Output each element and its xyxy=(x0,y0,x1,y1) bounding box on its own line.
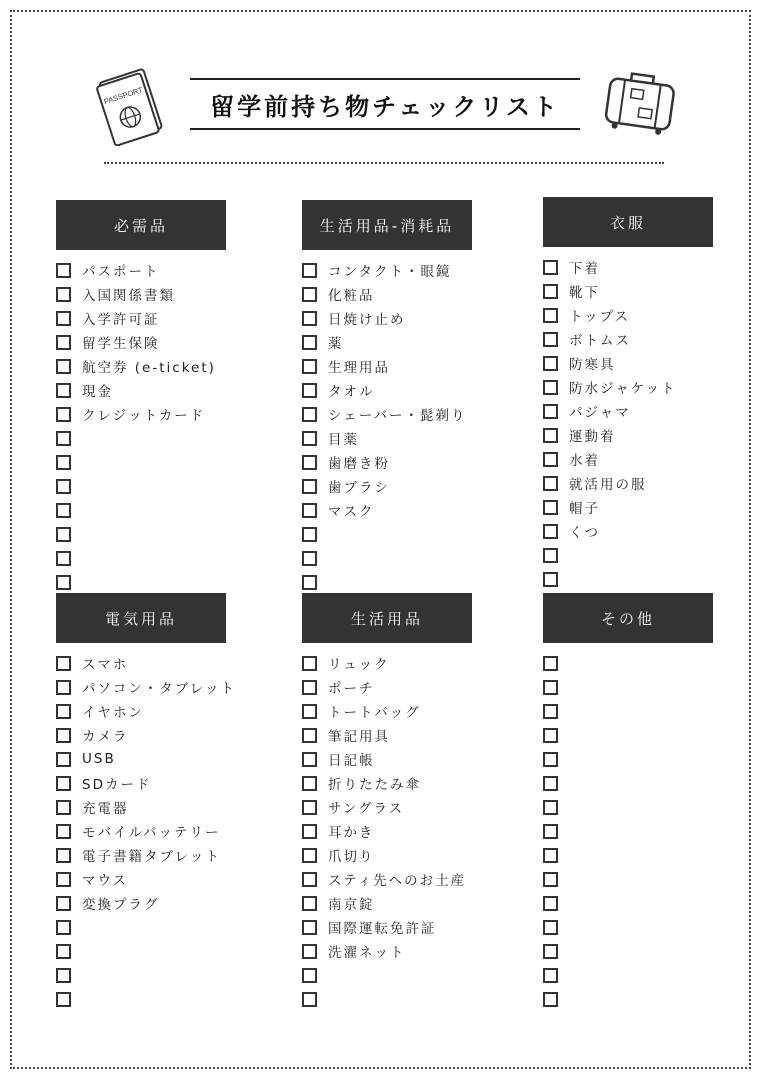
checkbox[interactable] xyxy=(543,380,558,395)
category-electronics xyxy=(56,593,237,1011)
item-label: 靴下 xyxy=(569,285,600,301)
checkbox[interactable] xyxy=(56,872,71,887)
checkbox[interactable] xyxy=(302,944,317,959)
checkbox[interactable] xyxy=(56,359,71,374)
item-label: 南京錠 xyxy=(328,897,375,913)
item-label: USB xyxy=(82,751,116,767)
checklist-item[interactable] xyxy=(302,450,472,474)
item-label: 充電器 xyxy=(82,801,129,817)
checklist-item[interactable] xyxy=(543,963,713,987)
checklist-item[interactable] xyxy=(543,423,713,447)
item-label: タオル xyxy=(328,384,375,400)
checkbox[interactable] xyxy=(56,407,71,422)
title-banner xyxy=(190,78,580,130)
checkbox[interactable] xyxy=(543,428,558,443)
checklist-item[interactable] xyxy=(302,354,472,378)
checklist-item[interactable] xyxy=(302,258,472,282)
checklist-item[interactable] xyxy=(302,306,472,330)
checkbox[interactable] xyxy=(56,752,71,767)
item-label: マウス xyxy=(82,873,129,889)
checkbox[interactable] xyxy=(56,503,71,518)
checklist-item[interactable] xyxy=(302,570,472,594)
checkbox[interactable] xyxy=(56,824,71,839)
item-label: 歯磨き粉 xyxy=(328,456,390,472)
checkbox[interactable] xyxy=(543,656,558,671)
category-clothing xyxy=(543,197,713,591)
checkbox[interactable] xyxy=(302,551,317,566)
checklist-item[interactable] xyxy=(56,699,226,723)
checkbox[interactable] xyxy=(56,527,71,542)
item-label: くつ xyxy=(569,525,600,541)
checkbox[interactable] xyxy=(56,848,71,863)
checklist-item[interactable] xyxy=(543,327,713,351)
checklist-item[interactable] xyxy=(56,570,226,594)
checkbox[interactable] xyxy=(543,332,558,347)
checklist-item[interactable] xyxy=(302,498,472,522)
checklist xyxy=(543,255,713,591)
checkbox[interactable] xyxy=(56,431,71,446)
item-label: 洗濯ネット xyxy=(328,945,406,961)
checkbox[interactable] xyxy=(302,824,317,839)
checklist-item[interactable] xyxy=(543,771,713,795)
checklist-item[interactable] xyxy=(543,891,713,915)
checklist-item[interactable] xyxy=(543,495,713,519)
checkbox[interactable] xyxy=(302,359,317,374)
checkbox[interactable] xyxy=(56,479,71,494)
checklist-item[interactable] xyxy=(302,747,472,771)
checkbox[interactable] xyxy=(543,968,558,983)
checklist xyxy=(543,651,713,1011)
checklist-item[interactable] xyxy=(56,987,226,1011)
checkbox[interactable] xyxy=(56,311,71,326)
checkbox[interactable] xyxy=(543,704,558,719)
checklist-item[interactable] xyxy=(543,675,713,699)
title-divider xyxy=(104,162,664,164)
item-label: パスポート xyxy=(82,264,160,280)
checklist xyxy=(302,258,472,594)
checklist-item[interactable] xyxy=(56,402,226,426)
checklist-item[interactable] xyxy=(56,651,226,675)
checkbox[interactable] xyxy=(543,404,558,419)
checklist-item[interactable] xyxy=(56,795,226,819)
checkbox[interactable] xyxy=(302,728,317,743)
checklist-item[interactable] xyxy=(302,963,472,987)
checkbox[interactable] xyxy=(56,896,71,911)
checklist-item[interactable] xyxy=(56,282,226,306)
checkbox[interactable] xyxy=(543,308,558,323)
checklist-item[interactable] xyxy=(56,378,226,402)
checklist-item[interactable] xyxy=(543,303,713,327)
checkbox[interactable] xyxy=(543,848,558,863)
checkbox[interactable] xyxy=(56,800,71,815)
item-label: モバイルバッテリー xyxy=(82,825,221,841)
checklist-item[interactable] xyxy=(56,747,226,771)
checklist xyxy=(302,651,472,1011)
checkbox[interactable] xyxy=(302,920,317,935)
checkbox[interactable] xyxy=(302,968,317,983)
checkbox[interactable] xyxy=(302,407,317,422)
item-label: サングラス xyxy=(328,801,405,817)
category-header: その他 xyxy=(543,593,713,643)
checkbox[interactable] xyxy=(302,383,317,398)
category-header: 生活用品 xyxy=(302,593,472,643)
checklist-item[interactable] xyxy=(302,474,472,498)
checklist-item[interactable] xyxy=(56,258,226,282)
item-label: マスク xyxy=(328,504,375,520)
checklist-item[interactable] xyxy=(56,843,226,867)
checklist-item[interactable] xyxy=(543,447,713,471)
checkbox[interactable] xyxy=(302,431,317,446)
checklist-item[interactable] xyxy=(56,867,226,891)
item-label: 国際運転免許証 xyxy=(328,921,437,937)
checkbox[interactable] xyxy=(56,992,71,1007)
checklist-item[interactable] xyxy=(302,546,472,570)
item-label: 防寒具 xyxy=(569,357,616,373)
category-other xyxy=(543,593,713,1011)
checklist-item[interactable] xyxy=(302,699,472,723)
item-label: シェーバー・髭剃り xyxy=(328,408,467,424)
checkbox[interactable] xyxy=(302,752,317,767)
category-daily-consumables xyxy=(302,200,472,594)
item-label: 現金 xyxy=(82,384,113,400)
checkbox[interactable] xyxy=(543,284,558,299)
item-label: スティ先へのお土産 xyxy=(328,873,467,889)
checkbox[interactable] xyxy=(543,944,558,959)
checkbox[interactable] xyxy=(302,656,317,671)
item-label: 目薬 xyxy=(328,432,359,448)
category-header: 電気用品 xyxy=(56,593,226,643)
checklist-item[interactable] xyxy=(56,546,226,570)
checklist-item[interactable] xyxy=(543,915,713,939)
item-label: 化粧品 xyxy=(328,288,375,304)
checkbox[interactable] xyxy=(302,263,317,278)
checklist-item[interactable] xyxy=(302,843,472,867)
item-label: 電子書籍タブレット xyxy=(82,849,221,865)
checklist-item[interactable] xyxy=(543,567,713,591)
checklist-item[interactable] xyxy=(302,282,472,306)
checklist-item[interactable] xyxy=(302,402,472,426)
checkbox[interactable] xyxy=(543,728,558,743)
checkbox[interactable] xyxy=(302,800,317,815)
item-label: カメラ xyxy=(82,729,129,745)
category-header: 衣服 xyxy=(543,197,713,247)
checklist-item[interactable] xyxy=(302,867,472,891)
checklist-item[interactable] xyxy=(56,354,226,378)
checklist xyxy=(56,651,237,1011)
checkbox[interactable] xyxy=(302,992,317,1007)
item-label: スマホ xyxy=(82,657,129,673)
item-label: 下着 xyxy=(569,261,600,277)
checkbox[interactable] xyxy=(543,896,558,911)
checkbox[interactable] xyxy=(302,575,317,590)
checklist-item[interactable] xyxy=(56,474,226,498)
item-label: イヤホン xyxy=(82,705,144,721)
checklist-item[interactable] xyxy=(302,675,472,699)
checklist-item[interactable] xyxy=(56,891,226,915)
checklist-item[interactable] xyxy=(543,471,713,495)
item-label: 入国関係書類 xyxy=(82,288,175,304)
item-label: 運動着 xyxy=(569,429,616,445)
checklist-item[interactable] xyxy=(543,651,713,675)
checklist-item[interactable] xyxy=(302,915,472,939)
item-label: 就活用の服 xyxy=(569,477,647,493)
checklist-item[interactable] xyxy=(543,399,713,423)
checklist-item[interactable] xyxy=(56,450,226,474)
checkbox[interactable] xyxy=(56,704,71,719)
suitcase-icon xyxy=(600,68,680,138)
checkbox[interactable] xyxy=(56,551,71,566)
item-label: トートバッグ xyxy=(328,705,421,721)
checkbox[interactable] xyxy=(302,503,317,518)
checkbox[interactable] xyxy=(543,476,558,491)
checklist-item[interactable] xyxy=(302,795,472,819)
checkbox[interactable] xyxy=(56,656,71,671)
checkbox[interactable] xyxy=(543,572,558,587)
item-label: 帽子 xyxy=(569,501,600,517)
item-label: ボトムス xyxy=(569,333,631,349)
checklist-item[interactable] xyxy=(56,939,226,963)
item-label: 航空券 (e-ticket) xyxy=(82,360,216,376)
category-essentials xyxy=(56,200,226,594)
item-label: 生理用品 xyxy=(328,360,390,376)
checkbox[interactable] xyxy=(543,872,558,887)
checkbox[interactable] xyxy=(302,896,317,911)
checklist-item[interactable] xyxy=(56,426,226,450)
checklist-item[interactable] xyxy=(56,819,226,843)
checkbox[interactable] xyxy=(543,824,558,839)
checklist-item[interactable] xyxy=(543,543,713,567)
item-label: 留学生保険 xyxy=(82,336,160,352)
checkbox[interactable] xyxy=(543,452,558,467)
item-label: クレジットカード xyxy=(82,408,206,424)
checklist-item[interactable] xyxy=(56,522,226,546)
checkbox[interactable] xyxy=(543,356,558,371)
checkbox[interactable] xyxy=(302,704,317,719)
checkbox[interactable] xyxy=(56,263,71,278)
checkbox[interactable] xyxy=(302,455,317,470)
checkbox[interactable] xyxy=(543,776,558,791)
item-label: ポーチ xyxy=(328,681,375,697)
checklist-item[interactable] xyxy=(543,795,713,819)
item-label: リュック xyxy=(328,657,390,673)
checkbox[interactable] xyxy=(56,728,71,743)
checkbox[interactable] xyxy=(302,287,317,302)
checklist-item[interactable] xyxy=(302,651,472,675)
checkbox[interactable] xyxy=(543,800,558,815)
checkbox[interactable] xyxy=(56,287,71,302)
checkbox[interactable] xyxy=(302,776,317,791)
checkbox[interactable] xyxy=(56,776,71,791)
checkbox[interactable] xyxy=(543,920,558,935)
checkbox[interactable] xyxy=(543,260,558,275)
checklist-item[interactable] xyxy=(302,819,472,843)
checklist-item[interactable] xyxy=(56,498,226,522)
item-label: SDカード xyxy=(82,777,152,793)
item-label: 折りたたみ傘 xyxy=(328,777,421,793)
checklist-item[interactable] xyxy=(56,723,226,747)
checkbox[interactable] xyxy=(302,848,317,863)
checklist-item[interactable] xyxy=(543,279,713,303)
item-label: 耳かき xyxy=(328,825,375,841)
checklist-item[interactable] xyxy=(302,378,472,402)
item-label: 入学許可証 xyxy=(82,312,160,328)
item-label: 歯ブラシ xyxy=(328,480,390,496)
checklist-item[interactable] xyxy=(543,255,713,279)
category-daily-goods xyxy=(302,593,472,1011)
checkbox[interactable] xyxy=(56,383,71,398)
checkbox[interactable] xyxy=(543,524,558,539)
checkbox[interactable] xyxy=(56,680,71,695)
item-label: 防水ジャケット xyxy=(569,381,677,397)
checklist-item[interactable] xyxy=(543,939,713,963)
checklist-item[interactable] xyxy=(56,771,226,795)
checklist-item[interactable] xyxy=(543,867,713,891)
checkbox[interactable] xyxy=(56,575,71,590)
item-label: 筆記用具 xyxy=(328,729,390,745)
checklist-item[interactable] xyxy=(302,891,472,915)
checklist-item[interactable] xyxy=(56,675,237,699)
checklist-item[interactable] xyxy=(543,843,713,867)
checkbox[interactable] xyxy=(56,335,71,350)
checkbox[interactable] xyxy=(56,944,71,959)
checkbox[interactable] xyxy=(302,335,317,350)
item-label: 爪切り xyxy=(328,849,375,865)
item-label: 水着 xyxy=(569,453,600,469)
item-label: 日記帳 xyxy=(328,753,375,769)
checklist-item[interactable] xyxy=(543,747,713,771)
checkbox[interactable] xyxy=(302,872,317,887)
checklist-item[interactable] xyxy=(543,351,713,375)
category-header: 生活用品-消耗品 xyxy=(302,200,472,250)
item-label: トップス xyxy=(569,309,631,325)
checkbox[interactable] xyxy=(543,548,558,563)
checklist-item[interactable] xyxy=(302,522,472,546)
checkbox[interactable] xyxy=(56,920,71,935)
checkbox[interactable] xyxy=(56,968,71,983)
checklist-item[interactable] xyxy=(302,723,472,747)
page-title: 留学前持ち物チェックリスト xyxy=(210,92,560,121)
checkbox[interactable] xyxy=(56,455,71,470)
item-label: パソコン・タブレット xyxy=(82,681,237,697)
checklist-item[interactable] xyxy=(543,819,713,843)
checklist-item[interactable] xyxy=(56,330,226,354)
passport-label: PASSPORT xyxy=(102,85,144,107)
checklist-item[interactable] xyxy=(543,519,713,543)
checkbox[interactable] xyxy=(543,752,558,767)
checklist xyxy=(56,258,226,594)
checklist-item[interactable] xyxy=(302,426,472,450)
checklist-item[interactable] xyxy=(302,939,472,963)
checklist-item[interactable] xyxy=(56,306,226,330)
item-label: 日焼け止め xyxy=(328,312,406,328)
checkbox[interactable] xyxy=(543,500,558,515)
checkbox[interactable] xyxy=(543,680,558,695)
passport-icon xyxy=(92,66,172,146)
checkbox[interactable] xyxy=(543,992,558,1007)
item-label: 薬 xyxy=(328,336,344,352)
checklist-item[interactable] xyxy=(302,330,472,354)
checkbox[interactable] xyxy=(302,527,317,542)
category-header: 必需品 xyxy=(56,200,226,250)
checklist-item[interactable] xyxy=(302,987,472,1011)
checklist-item[interactable] xyxy=(302,771,472,795)
item-label: パジャマ xyxy=(569,405,631,421)
checklist-item[interactable] xyxy=(543,723,713,747)
checklist-item[interactable] xyxy=(543,987,713,1011)
checkbox[interactable] xyxy=(302,479,317,494)
checklist-item[interactable] xyxy=(56,963,226,987)
checkbox[interactable] xyxy=(302,680,317,695)
checklist-item[interactable] xyxy=(543,375,713,399)
item-label: 変換プラグ xyxy=(82,897,160,913)
item-label: コンタクト・眼鏡 xyxy=(328,264,452,280)
checklist-item[interactable] xyxy=(56,915,226,939)
checkbox[interactable] xyxy=(302,311,317,326)
checklist-item[interactable] xyxy=(543,699,713,723)
